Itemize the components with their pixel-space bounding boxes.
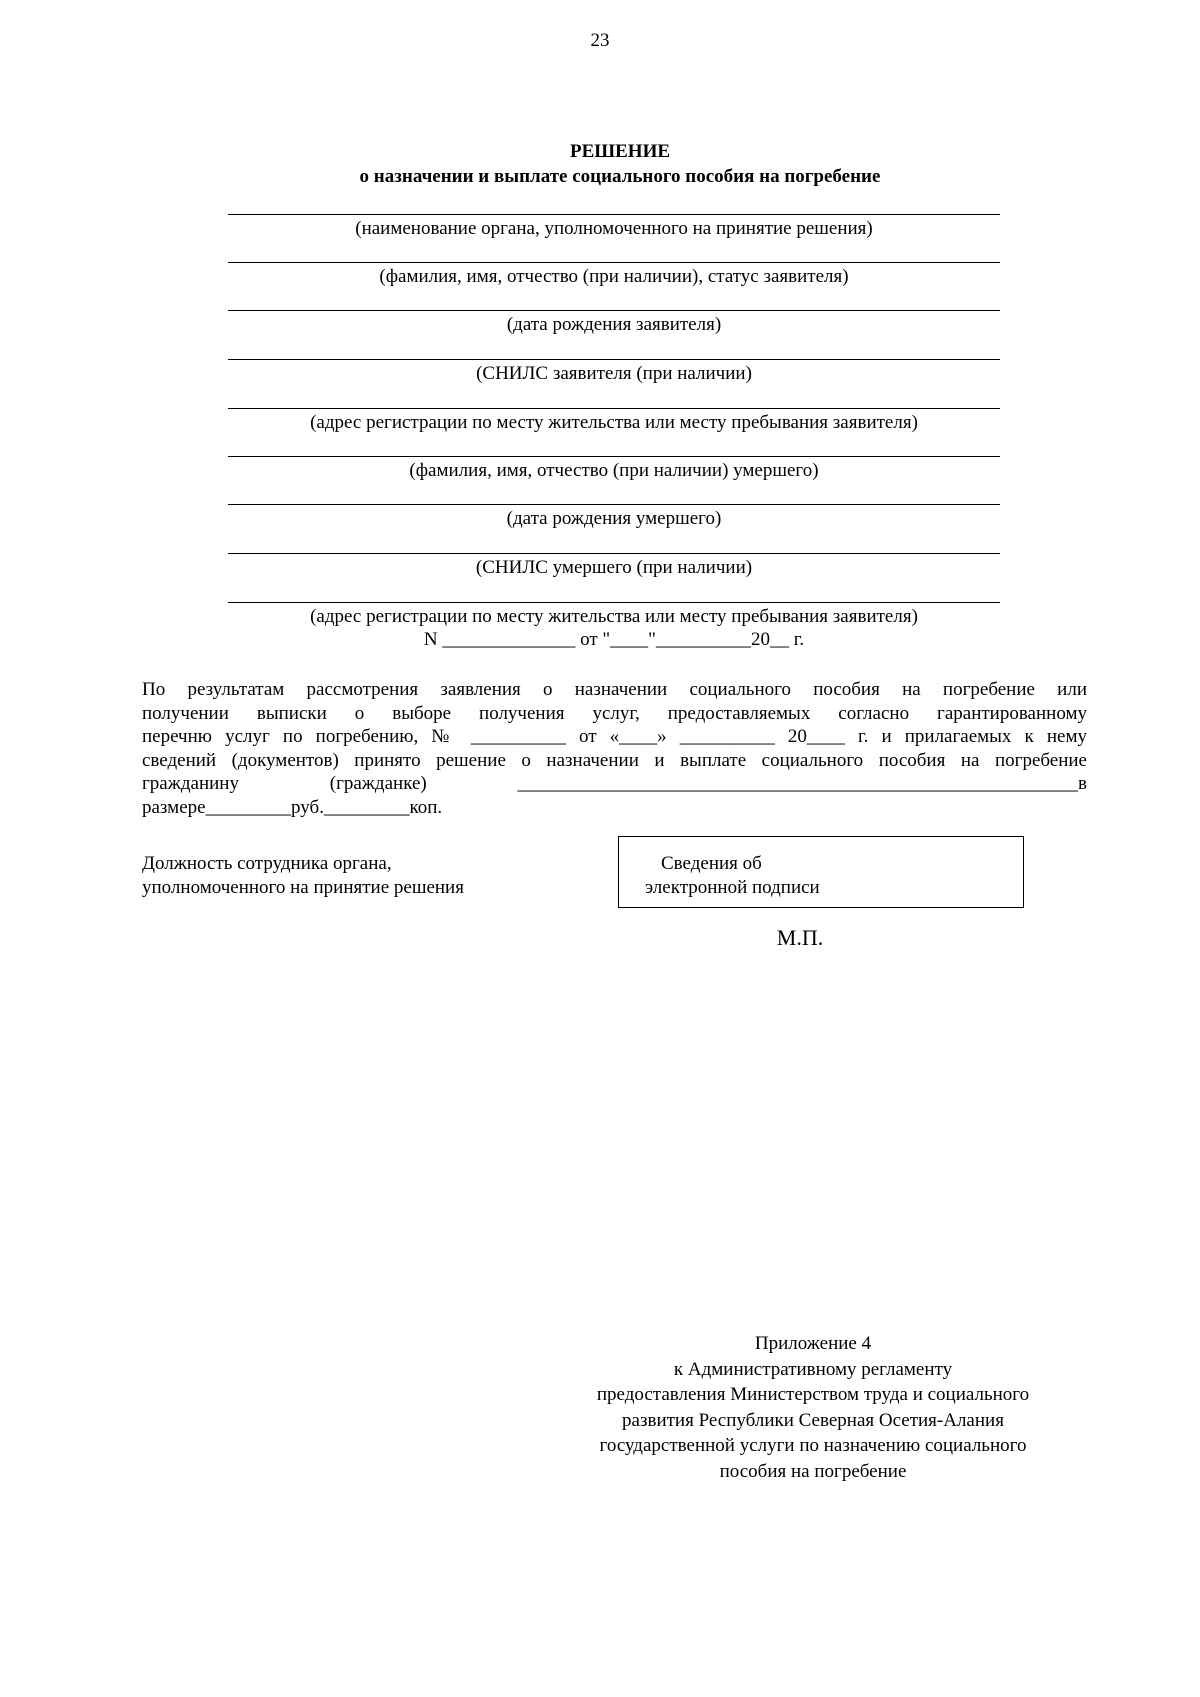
body-line: сведений (документов) принято решение о назначении и выплате социального пособия на погребение: [142, 749, 1087, 771]
field-caption-deceased-snils: (СНИЛС умершего (при наличии): [475, 557, 753, 578]
decision-body-paragraph: [142, 678, 1087, 819]
field-caption-authority: (наименование органа, уполномоченного на принятие решения): [355, 218, 873, 239]
document-subtitle: о назначении и выплате социального пособия на погребение: [359, 166, 881, 187]
field-line-deceased-address: [228, 602, 1000, 603]
appendix-line: пособия на погребение: [719, 1460, 907, 1482]
signature-box-text: [645, 852, 820, 900]
field-line-applicant-name: [228, 262, 1000, 263]
appendix-block: [560, 1331, 1066, 1484]
field-line-applicant-snils: [228, 359, 1000, 360]
field-line-applicant-birthdate: [228, 310, 1000, 311]
body-line: размере_________руб._________коп.: [142, 796, 443, 818]
field-caption-deceased-address: (адрес регистрации по месту жительства или месту пребывания заявителя): [310, 606, 918, 627]
appendix-line: предоставления Министерством труда и социального: [596, 1384, 1030, 1405]
body-line: получении выписки о выборе получения услуг, предоставляемых согласно гарантированному: [142, 702, 1087, 724]
body-line: По результатам рассмотрения заявления о назначении социального пособия на погребение или: [142, 679, 1087, 700]
field-caption-deceased-birthdate: (дата рождения умершего): [506, 508, 722, 529]
body-line: перечню услуг по погребению, № __________ от «____» __________ 20____ г. и прилагаемых к нему: [142, 726, 1087, 747]
field-line-deceased-birthdate: [228, 504, 1000, 505]
appendix-line: развития Республики Северная Осетия-Алания: [622, 1409, 1004, 1431]
document-title: РЕШЕНИЕ: [569, 141, 671, 162]
electronic-signature-box: [618, 836, 1024, 908]
field-line-applicant-address: [228, 408, 1000, 409]
page-number: 23: [590, 30, 610, 51]
field-caption-applicant-snils: (СНИЛС заявителя (при наличии): [476, 363, 752, 384]
decision-number-line: N ______________ от "____"__________20__ г.: [423, 629, 805, 650]
field-line-deceased-snils: [228, 553, 1000, 554]
position-label-line: Должность сотрудника органа,: [142, 853, 392, 874]
appendix-line: государственной услуги по назначению социального: [599, 1435, 1027, 1456]
signature-box-line: Сведения об: [661, 853, 762, 874]
field-line-deceased-name: [228, 456, 1000, 457]
field-caption-deceased-name: (фамилия, имя, отчество (при наличии) умершего): [409, 460, 819, 481]
official-position-label: [142, 852, 582, 900]
field-caption-applicant-address: (адрес регистрации по месту жительства или месту пребывания заявителя): [310, 412, 918, 433]
field-line-authority: [228, 214, 1000, 215]
appendix-line: Приложение 4: [754, 1333, 872, 1354]
position-label-line: уполномоченного на принятие решения: [142, 877, 464, 898]
field-caption-applicant-birthdate: (дата рождения заявителя): [506, 314, 722, 335]
body-line: гражданину (гражданке) ___________________________________________________________в: [142, 773, 1087, 794]
appendix-line: к Административному регламенту: [673, 1358, 953, 1380]
stamp-placeholder: М.П.: [776, 925, 824, 950]
field-caption-applicant-name: (фамилия, имя, отчество (при наличии), статус заявителя): [379, 266, 849, 287]
signature-box-line: электронной подписи: [645, 877, 820, 898]
